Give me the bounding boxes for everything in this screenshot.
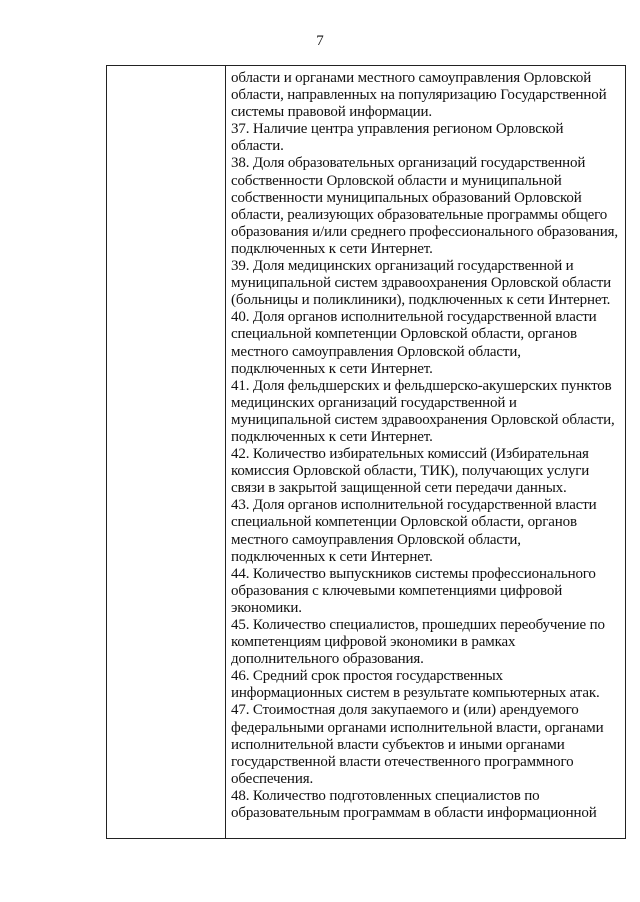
text-line: 44. Количество выпускников системы профессионального bbox=[231, 565, 596, 582]
text-line: информационных систем в результате компьютерных атак. bbox=[231, 685, 600, 702]
text-line: местного самоуправления Орловской области, bbox=[231, 343, 521, 360]
table-right-cell bbox=[231, 70, 626, 822]
text-line: образовательным программам в области информационной bbox=[231, 805, 597, 822]
page-number: 7 bbox=[316, 33, 324, 49]
text-line: государственной власти отечественного программного bbox=[231, 753, 574, 770]
text-line: подключенных к сети Интернет. bbox=[231, 548, 433, 565]
text-line: экономики. bbox=[231, 599, 302, 616]
text-line: 48. Количество подготовленных специалистов по bbox=[231, 787, 540, 804]
text-line: подключенных к сети Интернет. bbox=[231, 428, 433, 445]
text-line: 39. Доля медицинских организаций государственной и bbox=[231, 258, 574, 275]
text-line: комиссия Орловской области, ТИК), получающих услуги bbox=[231, 463, 590, 480]
text-line: 41. Доля фельдшерских и фельдшерско-акушерских пунктов bbox=[231, 377, 612, 394]
text-line: местного самоуправления Орловской области, bbox=[231, 531, 521, 548]
text-line: собственности муниципальных образований Орловской bbox=[231, 189, 582, 206]
text-line: 45. Количество специалистов, прошедших переобучение по bbox=[231, 617, 605, 633]
text-line: компетенциям цифровой экономики в рамках bbox=[231, 634, 516, 651]
text-line: 47. Стоимостная доля закупаемого и (или) арендуемого bbox=[231, 702, 579, 719]
text-line: связи в закрытой защищенной сети передачи данных. bbox=[231, 480, 567, 497]
text-line: 42. Количество избирательных комиссий (Избирательная bbox=[231, 446, 589, 463]
text-line: 38. Доля образовательных организаций государственной bbox=[231, 155, 586, 172]
text-line: области и органами местного самоуправления Орловской bbox=[231, 70, 592, 86]
table-left-cell bbox=[107, 66, 226, 838]
text-line: образования и/или среднего профессионального образования, bbox=[231, 223, 618, 240]
text-line: собственности Орловской области и муниципальной bbox=[231, 172, 562, 189]
text-line: системы правовой информации. bbox=[231, 104, 433, 121]
text-line: исполнительной власти субъектов и иными органами bbox=[231, 736, 565, 753]
text-line: медицинских организаций государственной и bbox=[231, 394, 517, 411]
text-line: подключенных к сети Интернет. bbox=[231, 240, 433, 257]
text-line: области. bbox=[231, 138, 284, 155]
text-line: области, реализующих образовательные программы общего bbox=[231, 206, 608, 223]
text-line: муниципальной систем здравоохранения Орловской области bbox=[231, 275, 612, 292]
text-line: специальной компетенции Орловской области, органов bbox=[231, 514, 577, 531]
text-line: области, направленных на популяризацию Государственной bbox=[231, 87, 607, 104]
text-line: муниципальной систем здравоохранения Орловской области, bbox=[231, 411, 615, 428]
text-line: 43. Доля органов исполнительной государственной власти bbox=[231, 497, 597, 514]
text-line: обеспечения. bbox=[231, 770, 314, 787]
text-line: 37. Наличие центра управления регионом Орловской bbox=[231, 121, 564, 138]
text-line: дополнительного образования. bbox=[231, 651, 424, 668]
document-table bbox=[106, 65, 626, 839]
text-line: 46. Средний срок простоя государственных bbox=[231, 668, 503, 685]
text-line: образования с ключевыми компетенциями цифровой bbox=[231, 582, 563, 599]
text-line: (больницы и поликлиники), подключенных к сети Интернет. bbox=[231, 292, 611, 309]
text-line: 40. Доля органов исполнительной государственной власти bbox=[231, 309, 597, 326]
text-line: подключенных к сети Интернет. bbox=[231, 360, 433, 377]
text-line: специальной компетенции Орловской области, органов bbox=[231, 326, 577, 343]
text-line: федеральными органами исполнительной власти, органами bbox=[231, 719, 604, 736]
